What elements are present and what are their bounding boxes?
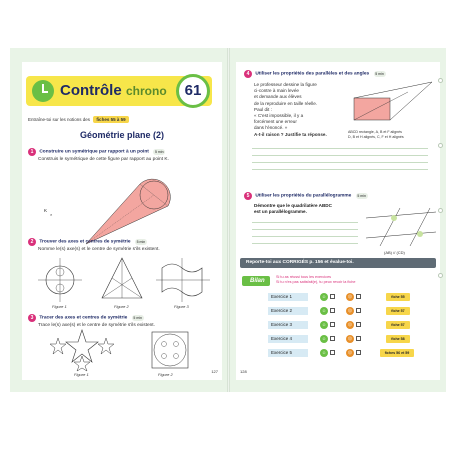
row-label: Exercice 2 <box>268 307 308 315</box>
checkbox[interactable] <box>330 308 335 313</box>
answer-line[interactable] <box>252 162 428 163</box>
body-line: et demande aux élèves <box>254 94 302 100</box>
happy-face-icon: ☺ <box>321 322 327 327</box>
happy-face-icon: ☺ <box>321 350 327 355</box>
timer-badge: 5 min <box>136 240 146 244</box>
exercise-instruction: Nomme le(s) axe(s) et le centre de symétrie s'ils existent. <box>38 247 160 252</box>
answer-line[interactable] <box>252 155 428 156</box>
bilan-note <box>276 275 355 285</box>
answer-line[interactable] <box>252 148 428 149</box>
body-line: ci-contre à main levée <box>254 88 299 94</box>
answer-line[interactable] <box>252 169 428 170</box>
checkbox[interactable] <box>356 336 361 341</box>
left-page <box>10 48 228 392</box>
answer-line[interactable] <box>252 243 358 244</box>
fiche-tag: fiche 57 <box>386 307 410 315</box>
fiche-tag: fiche 57 <box>386 321 410 329</box>
checkbox[interactable] <box>330 322 335 327</box>
binder-hole <box>438 273 443 278</box>
fiche-tag: fiche 58 <box>386 335 410 343</box>
bilan-row <box>268 348 418 358</box>
exercise-instruction: Trace le(s) axe(s) et le centre de symétrie s'ils existent. <box>38 323 155 328</box>
note-line: Si tu as réussi tous les exercices <box>276 275 332 279</box>
section-title: Géométrie plane (2) <box>79 130 165 140</box>
left-sheet <box>22 62 222 380</box>
exercise-number: 5 <box>244 192 252 200</box>
intro-fiches-tag: fiches 55 à 59 <box>93 116 128 123</box>
checkbox[interactable] <box>356 350 361 355</box>
figure-caption: Figure 1 <box>52 304 67 309</box>
exercise-5 <box>244 192 368 200</box>
timer-badge: 5 min <box>375 72 384 76</box>
binder-hole <box>438 78 443 83</box>
figure-5-caption: (AB) // (CD) <box>384 250 405 255</box>
exercise-heading: Construire un symétrique par rapport à un point <box>39 149 149 155</box>
body-line: « C'est impossible, il y a <box>254 113 304 119</box>
body-line: de la reproduire en taille réelle. <box>254 100 318 106</box>
fiche-tag: fiche 55 <box>386 293 410 301</box>
checkbox[interactable] <box>330 350 335 355</box>
happy-face-icon: ☺ <box>321 336 327 341</box>
rectangle-figure <box>348 80 436 126</box>
checkbox[interactable] <box>356 294 361 299</box>
timer-badge: 5 min <box>357 194 366 198</box>
note-line: Si tu n'es pas satisfait(e), tu peux revoir la fiche <box>276 280 356 284</box>
timer-badge: 5 min <box>154 150 164 154</box>
figure-4-caption <box>348 130 404 139</box>
figure-caption: Figure 3 <box>174 304 189 309</box>
bilan-row <box>268 320 418 330</box>
exercise-heading: Trouver des axes et centres de symétrie <box>39 239 131 245</box>
caption-line: ABCD rectangle, A, B et F alignés <box>348 130 402 134</box>
checkbox[interactable] <box>330 336 335 341</box>
right-sheet <box>236 62 440 380</box>
intro-text <box>28 116 129 123</box>
exercise-2 <box>28 238 160 252</box>
body-line: dans l'énoncé. » <box>254 125 288 131</box>
page-number-left: 127 <box>211 369 218 374</box>
row-label: Exercice 3 <box>268 321 308 329</box>
neutral-face-icon: ☹ <box>347 350 353 355</box>
row-label: Exercice 1 <box>268 293 308 301</box>
exercise-number: 3 <box>28 314 36 322</box>
point-k-label: K <box>44 208 48 213</box>
symmetry-figures-2 <box>42 328 202 372</box>
answer-line[interactable] <box>252 229 358 230</box>
caption-line: D, B et H alignés, C, F et H alignés <box>348 134 404 139</box>
figure-caption: Figure 1 <box>74 372 89 377</box>
happy-face-icon: ☺ <box>321 308 327 313</box>
body-line: est un parallélogramme. <box>254 209 307 214</box>
bilan-row <box>268 292 418 302</box>
checkbox[interactable] <box>356 308 361 313</box>
neutral-face-icon: ☹ <box>347 308 353 313</box>
symmetry-figures-1 <box>30 252 216 304</box>
answer-line[interactable] <box>252 236 358 237</box>
exercise-4-body <box>254 82 344 138</box>
answer-line[interactable] <box>252 222 358 223</box>
exercise-number: 2 <box>28 238 36 246</box>
binder-hole <box>438 208 443 213</box>
exercise-number: 1 <box>28 148 36 156</box>
header-banner <box>26 76 212 106</box>
body-line: forcément une erreur <box>254 119 297 125</box>
neutral-face-icon: ☹ <box>347 294 353 299</box>
binder-holes <box>438 78 444 338</box>
body-line: Paul dit : <box>254 106 272 112</box>
exercise-instruction: Construis le symétrique de cette figure par rapport au point K. <box>38 157 169 162</box>
checkbox[interactable] <box>330 294 335 299</box>
body-line: Le professeur dessine la figure <box>254 82 317 87</box>
figure-caption: Figure 2 <box>114 304 129 309</box>
bilan-label: Bilan <box>242 276 270 286</box>
title-main: Contrôle <box>60 82 122 99</box>
book-spread <box>10 48 446 392</box>
parallelogram-figure <box>364 206 438 250</box>
row-label: Exercice 4 <box>268 335 308 343</box>
intro-label: Entraîne-toi sur les notions des <box>28 117 91 122</box>
body-question: A-t-il raison ? Justifie ta réponse. <box>254 131 327 137</box>
exercise-heading: Utiliser les propriétés des parallèles et des angles <box>255 71 370 77</box>
clock-icon <box>32 80 54 102</box>
right-page <box>230 48 446 392</box>
exercise-heading: Utiliser les propriétés du parallélogramme <box>255 193 352 199</box>
exercise-1 <box>28 148 169 162</box>
happy-face-icon: ☺ <box>321 294 327 299</box>
bilan-row <box>268 334 418 344</box>
row-label: Exercice 5 <box>268 349 308 357</box>
page-number-right: 128 <box>240 369 247 374</box>
figure-caption: Figure 2 <box>158 372 173 377</box>
neutral-face-icon: ☹ <box>347 336 353 341</box>
body-line: Démontre que le quadrilatère ABDC <box>254 203 332 208</box>
exercise-4 <box>244 70 386 78</box>
exercise-number: 4 <box>244 70 252 78</box>
title-sub: chrono <box>126 84 167 98</box>
exercise-heading: Tracer des axes et centres de symétrie <box>39 315 128 321</box>
bilan-row <box>268 306 418 316</box>
exercise-5-body <box>254 203 332 215</box>
neutral-face-icon: ☹ <box>347 322 353 327</box>
corriges-bar: Reporte-toi aux CORRIGÉS p. 156 et évalue-toi. <box>240 258 436 268</box>
checkbox[interactable] <box>356 322 361 327</box>
fiche-tag: fiches 56 et 59 <box>380 349 414 357</box>
exercise-3 <box>28 314 155 328</box>
point-k-mark: × <box>50 212 53 217</box>
binder-hole <box>438 143 443 148</box>
timer-badge: 5 min <box>133 316 142 320</box>
chapter-number: 61 <box>176 74 210 108</box>
